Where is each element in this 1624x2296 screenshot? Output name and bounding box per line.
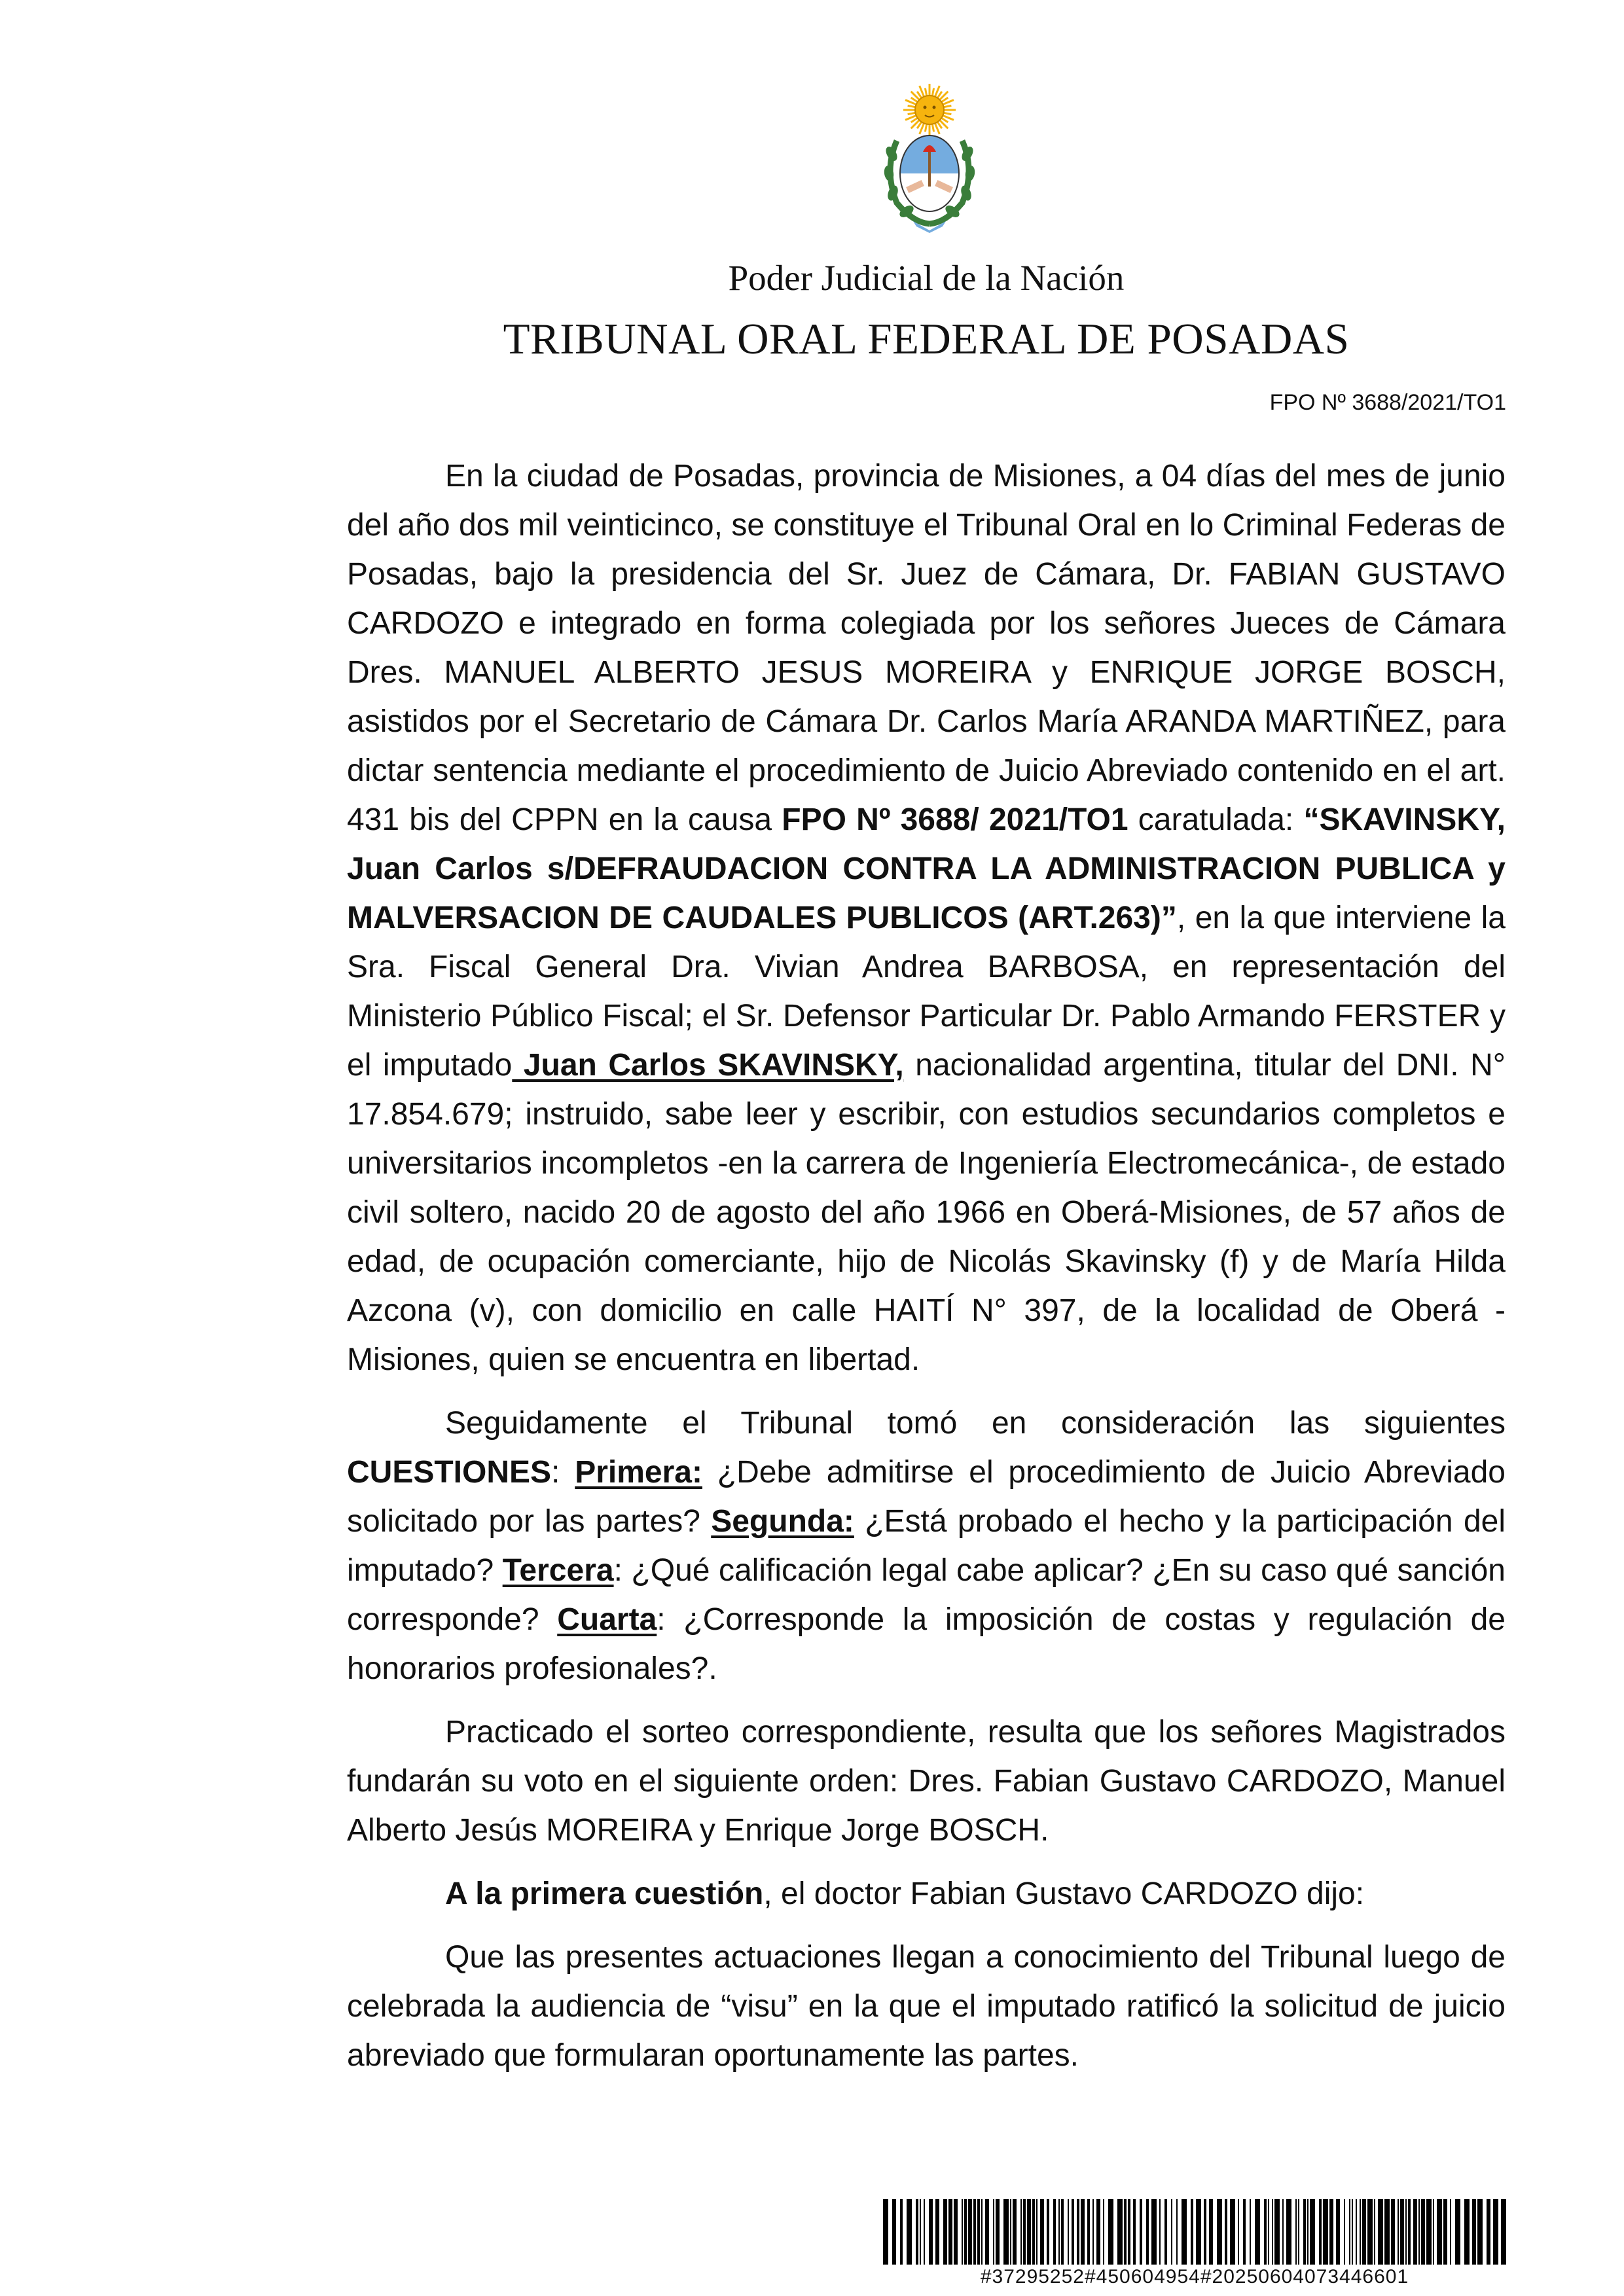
question-3-label: Tercera bbox=[502, 1553, 614, 1588]
question-2-text: ¿Está probado el hecho y la participación del imputado? bbox=[347, 1504, 1506, 1588]
paragraph-first-question bbox=[347, 1869, 1506, 1918]
defendant-name: Juan Carlos SKAVINSKY, bbox=[512, 1048, 904, 1083]
case-number: FPO Nº 3688/2021/TO1 bbox=[1269, 390, 1506, 415]
question-3-text: : ¿Qué calificación legal cabe aplicar? ¿En su caso qué sanción corresponde? bbox=[347, 1553, 1506, 1637]
question-1-label: Primera: bbox=[575, 1455, 702, 1490]
questions-text: Seguidamente el Tribunal tomó en consideración las siguientes bbox=[445, 1406, 1506, 1441]
barcode-number: #37295252#450604954#20250604073446601 bbox=[980, 2266, 1409, 2287]
questions-text: : bbox=[551, 1455, 575, 1490]
intro-text: En la ciudad de Posadas, provincia de Misiones, a 04 días del mes de junio del año dos mil veinticinco, se constituye el Tribunal Oral en lo Criminal Federas de Posadas, bajo la presidencia del Sr. Juez de Cámara, Dr. FABIAN GUSTAVO CARDOZO e integrado en forma colegiada por los señores Jueces de Cámara Dres. MANUEL ALBERTO JESUS MOREIRA y ENRIQUE JORGE BOSCH, asistidos por el Secretario de Cámara Dr. Carlos María ARANDA MARTIÑEZ, para dictar sentencia mediante el procedimiento de Juicio Abreviado contenido en el art. 431 bis del CPPN en la causa bbox=[347, 459, 1506, 837]
first-question-text: , el doctor Fabian Gustavo CARDOZO dijo: bbox=[763, 1876, 1365, 1911]
paragraph-questions bbox=[347, 1399, 1506, 1693]
paragraph-proceedings: Que las presentes actuaciones llegan a conocimiento del Tribunal luego de celebrada la audiencia de “visu” en la que el imputado ratificó la solicitud de juicio abreviado que formularan oportunamente las partes. bbox=[347, 1940, 1506, 2073]
case-reference: FPO Nº 3688/ 2021/TO1 bbox=[782, 802, 1128, 837]
intro-text: caratulada: bbox=[1128, 802, 1304, 837]
paragraph-intro bbox=[347, 452, 1506, 1384]
first-question-label: A la primera cuestión bbox=[445, 1876, 764, 1911]
question-2-label: Segunda: bbox=[711, 1504, 854, 1539]
argentine-coat-of-arms-icon bbox=[877, 79, 982, 236]
question-4-text: : ¿Corresponde la imposición de costas y regulación de honorarios profesionales?. bbox=[347, 1602, 1506, 1686]
questions-label: CUESTIONES bbox=[347, 1455, 552, 1490]
court-heading: TRIBUNAL ORAL FEDERAL DE POSADAS bbox=[503, 315, 1350, 363]
sentence-body bbox=[347, 452, 1506, 2094]
intro-text: nacionalidad argentina, titular del DNI. N° 17.854.679; instruido, sabe leer y escribir, con estudios secundarios completos e universitarios incompletos -en la carrera de Ingeniería Electromecánica-, de estado civil soltero, nacido 20 de agosto del año 1966 en Oberá-Misiones, de 57 años de edad, de ocupación comerciante, hijo de Nicolás Skavinsky (f) y de María Hilda Azcona (v), con domicilio en calle HAITÍ N° 397, de la localidad de Oberá -Misiones, quien se encuentra en libertad. bbox=[347, 1048, 1506, 1377]
question-4-label: Cuarta bbox=[557, 1602, 657, 1637]
institution-heading: Poder Judicial de la Nación bbox=[728, 258, 1125, 298]
question-1-text: ¿Debe admitirse el procedimiento de Juicio Abreviado solicitado por las partes? bbox=[347, 1455, 1506, 1539]
case-title: “SKAVINSKY, Juan Carlos s/DEFRAUDACION CONTRA LA ADMINISTRACION PUBLICA y MALVERSACION DE CAUDALES PUBLICOS (ART.263)” bbox=[347, 802, 1506, 935]
paragraph-draw: Practicado el sorteo correspondiente, resulta que los señores Magistrados fundarán su voto en el siguiente orden: Dres. Fabian Gustavo CARDOZO, Manuel Alberto Jesús MOREIRA y Enrique Jorge BOSCH. bbox=[347, 1715, 1506, 1848]
intro-text: , en la que interviene la Sra. Fiscal General Dra. Vivian Andrea BARBOSA, en representación del Ministerio Público Fiscal; el Sr. Defensor Particular Dr. Pablo Armando FERSTER y el imputado bbox=[347, 901, 1506, 1083]
barcode-icon bbox=[880, 2199, 1509, 2265]
